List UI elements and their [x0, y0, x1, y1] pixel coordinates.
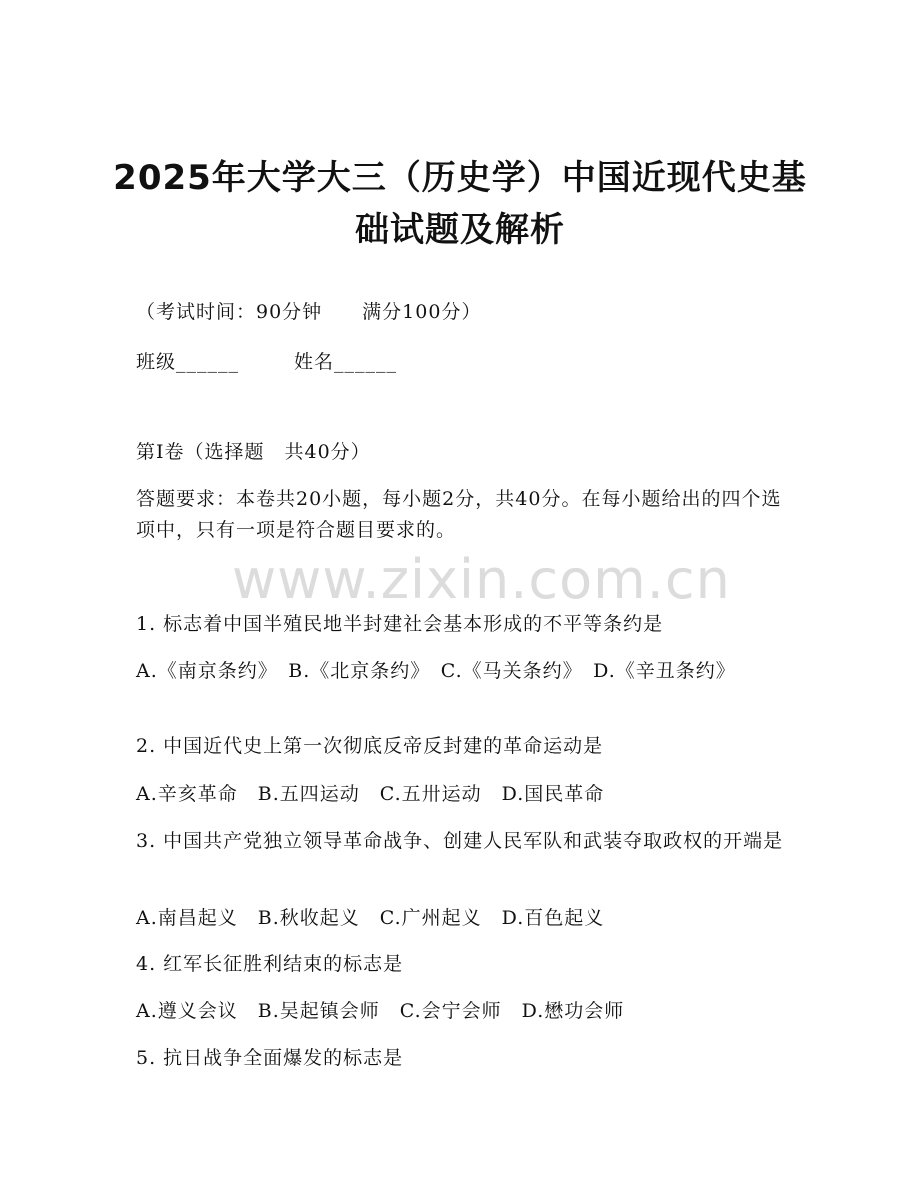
- exam-info: （考试时间：90分钟 满分100分）: [136, 301, 482, 323]
- name-field: 姓名______: [294, 351, 398, 373]
- watermark: www.zixin.com.cn: [232, 548, 731, 611]
- section-heading: 第I卷（选择题 共40分）: [136, 441, 371, 463]
- question-2-stem: 2. 中国近代史上第一次彻底反帝反封建的革命运动是: [136, 735, 604, 757]
- question-4-stem: 4. 红军长征胜利结束的标志是: [136, 953, 404, 975]
- question-4-options: A.遵义会议 B.吴起镇会师 C.会宁会师 D.懋功会师: [136, 1000, 625, 1022]
- class-field: 班级______: [136, 351, 240, 373]
- question-1-stem: 1. 标志着中国半殖民地半封建社会基本形成的不平等条约是: [136, 613, 664, 635]
- question-2-options: A.辛亥革命 B.五四运动 C.五卅运动 D.国民革命: [136, 783, 605, 805]
- document-title-line-2: 础试题及解析: [355, 210, 565, 250]
- document-title-line-1: 2025年大学大三（历史学）中国近现代史基: [113, 158, 807, 198]
- question-3-options: A.南昌起义 B.秋收起义 C.广州起义 D.百色起义: [136, 907, 605, 929]
- question-5-stem: 5. 抗日战争全面爆发的标志是: [136, 1047, 404, 1069]
- question-3-stem: 3. 中国共产党独立领导革命战争、创建人民军队和武装夺取政权的开端是: [136, 830, 784, 852]
- answer-requirement: 答题要求：本卷共20小题，每小题2分，共40分。在每小题给出的四个选项中，只有一项是符合题目要求的。: [136, 488, 782, 541]
- question-1-options: A.《南京条约》 B.《北京条约》 C.《马关条约》 D.《辛丑条约》: [136, 660, 736, 682]
